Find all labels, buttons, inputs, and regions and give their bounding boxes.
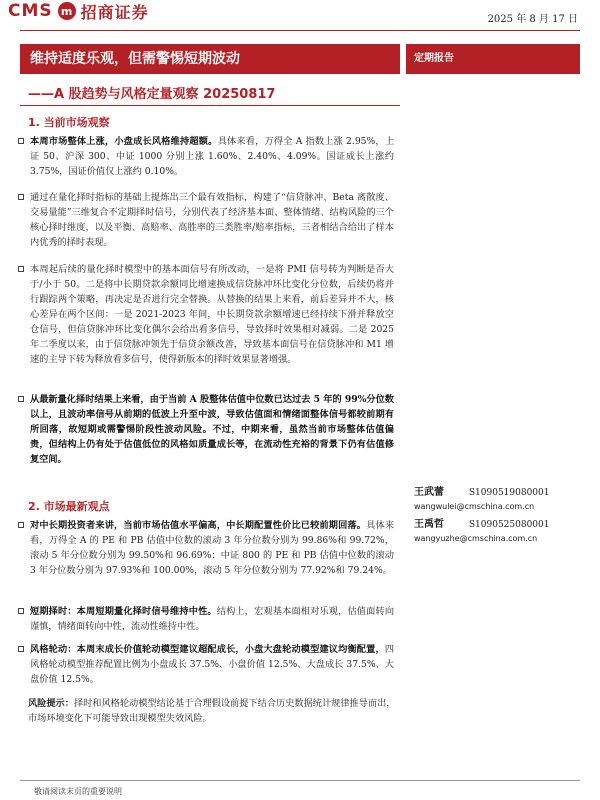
analyst-email[interactable]: wangwulei@cmschina.com.cn <box>414 502 535 511</box>
paragraph <box>30 190 394 250</box>
paragraph-bold: 本周市场整体上涨，小盘成长风格维持超额。 <box>30 136 218 147</box>
paragraph-bold: 从最新量化择时结果上来看，由于当前 A 股整体估值中位数已达过去 5 年的 99%分位数以上，且波动率信号从前期的低波上升至中波，导致估值面和情绪面整体信号都较前期有所回落，故短期或需警惕阶段性波动风险。不过，中期来看，虽然当前市场整体估值偏贵，但结构上仍有处于估值低位的风格如质量成长等，在流动性充裕的背景下仍有估值修复空间。 <box>30 394 394 465</box>
risk-label: 风险提示： <box>28 698 74 709</box>
paragraph-text: 具体来看，万得全 A 指数上涨 2.95%，上证 50、沪深 300、中证 1000 分别上涨 1.60%、2.40%、4.09%。国证成长上涨约 3.75%，国证价值仅上涨约 0.10%。 <box>30 136 395 177</box>
company-logo <box>8 0 149 22</box>
risk-text: 择时和风格轮动模型结论基于合理假设前提下结合历史数据统计规律推导而出，市场环境变化下可能导致出现模型失效风险。 <box>28 698 396 724</box>
paragraph-bold: 风格轮动：本周末成长价值轮动模型建议超配成长，小盘大盘轮动模型建议均衡配置， <box>30 644 385 655</box>
paragraph <box>30 262 394 367</box>
paragraph <box>30 604 394 634</box>
analyst-card <box>414 486 549 514</box>
paragraph-bold: 对中长期投资者来讲，当前市场估值水平偏高，中长期配置性价比已较前期回落。 <box>30 520 367 531</box>
paragraph-text: 具体来看，万得全 A 的 PE 和 PB 估值中位数的滚动 3 年分位数分别为 99.86%和 99.72%，滚动 5 年分位数分别为 99.50%和 96.69%；中证 800 的 PE 和 PB 估值中位数的滚动 3 年分位数分别为 97.93%和 100.00%，滚动 5 年分位数分别为 77.92%和 79.24%。 <box>30 520 395 576</box>
analyst-card <box>414 518 549 546</box>
paragraph-text: 本周起后续的量化择时模型中的基本面信号有所改动，一是将 PMI 信号转为判断是否大于/小于 50。二是将中长期贷款余额同比增速换成信贷脉冲环比变化分位数，后续仍将并行跟踪两个策略，再决定是否进行完全替换。从替换的结果上来看，前后差异并不大，核心差异在两个区间：一是 2021-2023 年间，中长期贷款余额增速已经持续下滑并释放空仓信号，但信贷脉冲环比变化偶尔会给出看多信号，导致择时效果相对减弱。二是 2025 年二季度以来，由于信贷脉冲领先于信贷余额改善，导致基本面信号在信贷脉冲和 M1 增速的主导下转为释放看多信号，使得新版本的择时效果显著增强。 <box>30 264 394 365</box>
bullet-square-icon <box>18 608 24 614</box>
footer-divider <box>20 780 580 781</box>
header-divider <box>20 30 580 31</box>
paragraph <box>30 392 394 467</box>
paragraph-text: 结构上，宏观基本面相对乐观，估值面转向谨慎，情绪面转向中性，流动性维持中性。 <box>30 606 395 632</box>
analyst-email[interactable]: wangyuzhe@cmschina.com.cn <box>414 534 538 543</box>
risk-warning <box>28 696 398 726</box>
paragraph <box>30 642 394 687</box>
footer-note: 敬请阅读末页的重要说明 <box>34 787 122 796</box>
logo-en: CMS <box>8 1 53 21</box>
paragraph-text: 通过在量化择时指标的基础上提炼出三个最有效指标，构建了“信贷脉冲、Beta 离散度、交易量能”三维复合不定期择时信号，分别代表了经济基本面、整体情绪、结构风险的三个核心择时维度，以及平衡、高赔率、高胜率的三类胜率/赔率指标，三者相结合给出了样本内优秀的择时表现。 <box>30 192 394 248</box>
report-title: 维持适度乐观，但需警惕短期波动 <box>20 44 400 74</box>
report-subtitle: ——A 股趋势与风格定量观察 20250817 <box>28 87 276 102</box>
paragraph-text: 四风格轮动模型推荐配置比例为小盘成长 37.5%、小盘价值 12.5%、大盘成长 37.5%、大盘价值 12.5%。 <box>30 644 394 685</box>
report-date: 2025 年 8 月 17 日 <box>487 14 578 25</box>
bullet-square-icon <box>18 194 24 200</box>
bullet-square-icon <box>18 396 24 402</box>
logo-cn: 招商证券 <box>80 2 149 22</box>
report-type: 定期报告 <box>406 44 580 74</box>
bullet-square-icon <box>18 138 24 144</box>
bullet-square-icon <box>18 266 24 272</box>
bullet-square-icon <box>18 646 24 652</box>
analyst-license: S1090525080001 <box>468 520 550 530</box>
bullet-square-icon <box>18 522 24 528</box>
section-heading-2: 2. 市场最新观点 <box>28 500 110 513</box>
logo-badge: m <box>58 2 76 20</box>
analyst-license: S1090519080001 <box>468 488 550 498</box>
paragraph <box>30 134 394 179</box>
section-heading-1: 1. 当前市场观察 <box>28 116 110 129</box>
paragraph-bold: 短期择时：本周短期量化择时信号维持中性。 <box>30 606 217 617</box>
paragraph <box>30 518 394 578</box>
analyst-name: 王武蕾 <box>414 487 444 498</box>
analyst-name: 王禹哲 <box>414 519 444 530</box>
subtitle-divider <box>20 105 400 106</box>
